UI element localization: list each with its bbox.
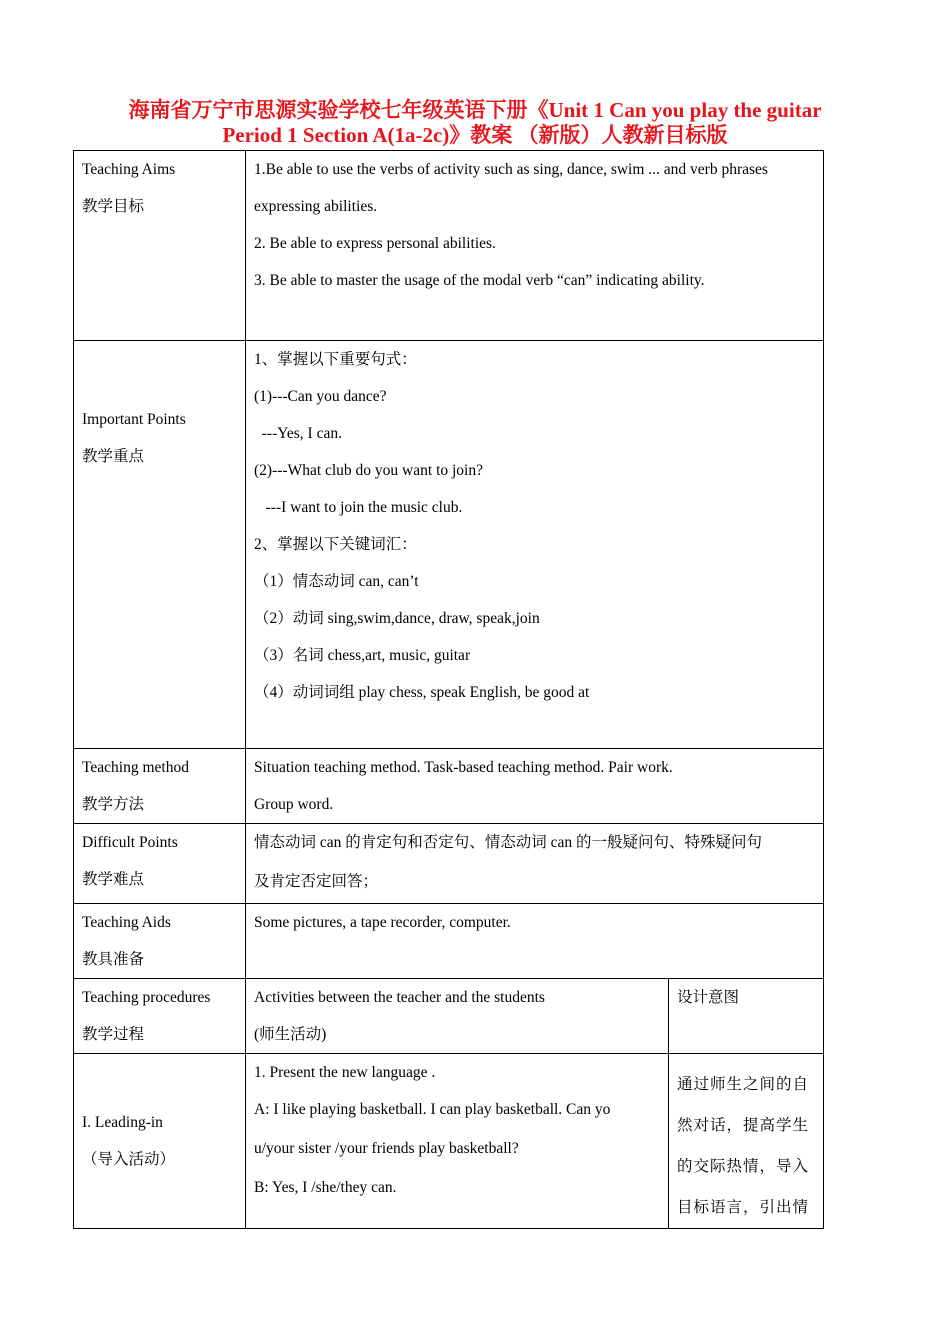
label-cell-points <box>74 341 246 749</box>
label-zh: 教学目标 <box>82 198 145 215</box>
content-cell-aims <box>246 151 824 341</box>
row-leading-in <box>74 1054 824 1229</box>
aims-line-2: expressing abilities. <box>254 198 378 215</box>
row-teaching-aids <box>74 904 824 979</box>
activities-header-cell <box>246 979 669 1054</box>
design-line-3: 的交际热情，导入 <box>677 1158 810 1175</box>
points-line-10: （4）动词词组 play chess, speak English, be good at <box>254 684 590 701</box>
label-en: Teaching procedures <box>82 989 211 1006</box>
label-en: Teaching Aids <box>82 914 171 931</box>
document-title <box>60 98 890 148</box>
activities-header-zh: (师生活动) <box>254 1026 327 1043</box>
aids-line-1: Some pictures, a tape recorder, computer. <box>254 914 511 931</box>
leading-line-3: u/your sister /your friends play basketball? <box>254 1140 519 1157</box>
label-zh: （导入活动） <box>82 1151 176 1168</box>
label-en: I. Leading-in <box>82 1114 163 1131</box>
difficult-line-2: 及肯定否定回答； <box>254 873 379 890</box>
label-cell-method <box>74 749 246 824</box>
aims-line-3: 2. Be able to express personal abilities. <box>254 235 496 252</box>
difficult-line-1: 情态动词 can 的肯定句和否定句、情态动词 can 的一般疑问句、特殊疑问句 <box>254 834 763 851</box>
points-line-4: (2)---What club do you want to join? <box>254 462 483 479</box>
label-en: Teaching Aims <box>82 161 176 178</box>
leading-line-2: A: I like playing basketball. I can play basketball. Can yo <box>254 1101 611 1118</box>
label-zh: 教具准备 <box>82 951 145 968</box>
label-zh: 教学过程 <box>82 1026 145 1043</box>
content-cell-difficult <box>246 824 824 904</box>
label-zh: 教学重点 <box>82 448 145 465</box>
points-line-9: （3）名词 chess,art, music, guitar <box>254 647 471 664</box>
design-line-4: 目标语言，引出情 <box>677 1199 810 1216</box>
points-line-8: （2）动词 sing,swim,dance, draw, speak,join <box>254 610 540 627</box>
points-line-2: (1)---Can you dance? <box>254 388 387 405</box>
points-line-1: 1、掌握以下重要句式： <box>254 351 417 368</box>
label-zh: 教学方法 <box>82 796 145 813</box>
leading-design-cell <box>669 1054 824 1229</box>
design-line-2: 然对话，提高学生 <box>677 1117 810 1134</box>
design-header-cell <box>669 979 824 1054</box>
label-cell-aims <box>74 151 246 341</box>
aims-line-4: 3. Be able to master the usage of the modal verb “can” indicating ability. <box>254 272 705 289</box>
points-line-5: ---I want to join the music club. <box>254 499 463 516</box>
content-cell-points <box>246 341 824 749</box>
label-cell-aids <box>74 904 246 979</box>
row-teaching-method <box>74 749 824 824</box>
label-en: Teaching method <box>82 759 189 776</box>
title-line-2: Period 1 Section A(1a-2c)》教案 （新版）人教新目标版 <box>222 123 728 147</box>
row-difficult-points <box>74 824 824 904</box>
points-line-3: ---Yes, I can. <box>254 425 342 442</box>
content-cell-method <box>246 749 824 824</box>
label-en: Important Points <box>82 411 186 428</box>
activities-header-en: Activities between the teacher and the students <box>254 989 545 1006</box>
leading-line-4: B: Yes, I /she/they can. <box>254 1179 397 1196</box>
content-cell-aids <box>246 904 824 979</box>
method-line-1: Situation teaching method. Task-based teaching method. Pair work. <box>254 759 673 776</box>
method-line-2: Group word. <box>254 796 334 813</box>
label-cell-leading <box>74 1054 246 1229</box>
leading-line-1: 1. Present the new language . <box>254 1064 436 1081</box>
label-cell-procedures <box>74 979 246 1054</box>
label-cell-difficult <box>74 824 246 904</box>
design-header: 设计意图 <box>677 989 740 1006</box>
points-line-7: （1）情态动词 can, can’t <box>254 573 419 590</box>
row-important-points <box>74 341 824 749</box>
aims-line-1: 1.Be able to use the verbs of activity such as sing, dance, swim ... and verb phrases <box>254 161 768 178</box>
label-zh: 教学难点 <box>82 871 145 888</box>
row-teaching-aims <box>74 151 824 341</box>
label-en: Difficult Points <box>82 834 178 851</box>
row-teaching-procedures <box>74 979 824 1054</box>
title-line-1: 海南省万宁市思源实验学校七年级英语下册《Unit 1 Can you play the guitar <box>128 98 822 122</box>
lesson-plan-table <box>73 150 824 1229</box>
design-line-1: 通过师生之间的自 <box>677 1076 810 1093</box>
leading-activities-cell <box>246 1054 669 1229</box>
points-line-6: 2、掌握以下关键词汇： <box>254 536 417 553</box>
